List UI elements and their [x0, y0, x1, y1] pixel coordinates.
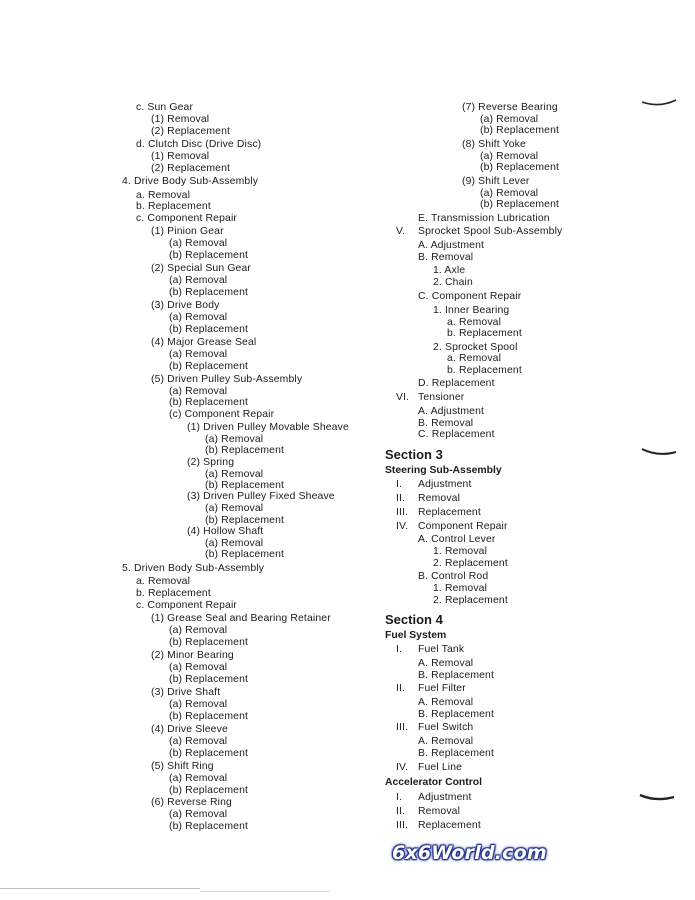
binder-mark [640, 445, 680, 459]
watermark-logo: 6x6World.com [392, 842, 547, 864]
list-item: (4) Drive Sleeve [151, 724, 228, 735]
list-item: 1. Inner Bearing [433, 305, 510, 316]
list-item: B. Removal [418, 418, 474, 429]
list-item: (b) Replacement [205, 515, 285, 526]
list-item: Replacement [418, 820, 481, 831]
list-item: (c) Component Repair [169, 409, 275, 420]
list-item: 5. Driven Body Sub-Assembly [122, 563, 265, 574]
list-item: (9) Shift Lever [462, 176, 530, 187]
list-item: (1) Removal [151, 114, 210, 125]
list-item: (b) Replacement [205, 549, 285, 560]
list-item: 1. Removal [433, 546, 488, 557]
list-item: (b) Replacement [169, 250, 249, 261]
list-item: (a) Removal [169, 238, 228, 249]
list-item: (b) Replacement [169, 711, 249, 722]
list-item: E. Transmission Lubrication [418, 213, 550, 224]
list-item: Tensioner [418, 392, 465, 403]
list-item: (a) Removal [169, 736, 228, 747]
list-item: Removal [418, 806, 461, 817]
accelerator-control-subheading: Accelerator Control [385, 777, 483, 788]
list-marker: IV. [396, 521, 409, 532]
list-item: A. Removal [418, 736, 474, 747]
list-item: (1) Pinion Gear [151, 226, 224, 237]
list-item: Fuel Filter [418, 683, 466, 694]
list-item: (b) Replacement [205, 445, 285, 456]
list-item: (a) Removal [169, 662, 228, 673]
list-item: C. Replacement [418, 429, 495, 440]
list-item: a. Removal [447, 317, 502, 328]
list-item: A. Removal [418, 697, 474, 708]
list-item: (2) Minor Bearing [151, 650, 234, 661]
fuel-system-subheading: Fuel System [385, 630, 447, 641]
list-item: c. Sun Gear [136, 102, 194, 113]
list-item: (a) Removal [169, 809, 228, 820]
list-item: (b) Replacement [205, 480, 285, 491]
list-item: B. Replacement [418, 670, 495, 681]
list-item: (3) Drive Shaft [151, 687, 221, 698]
list-item: b. Replacement [136, 201, 211, 212]
list-item: Replacement [418, 507, 481, 518]
list-item: (a) Removal [169, 699, 228, 710]
list-item: 4. Drive Body Sub-Assembly [122, 176, 259, 187]
list-item: (5) Driven Pulley Sub-Assembly [151, 374, 303, 385]
steering-subheading: Steering Sub-Assembly [385, 465, 502, 476]
list-item: (b) Replacement [169, 397, 249, 408]
list-item: (a) Removal [169, 386, 228, 397]
list-item: Sprocket Spool Sub-Assembly [418, 226, 563, 237]
section-4-heading: Section 4 [385, 612, 443, 627]
list-item: (b) Replacement [169, 361, 249, 372]
list-marker: VI. [396, 392, 410, 403]
list-item: B. Replacement [418, 709, 495, 720]
list-item: 1. Axle [433, 265, 466, 276]
list-item: (b) Replacement [480, 125, 560, 136]
list-item: (a) Removal [169, 773, 228, 784]
list-marker: II. [396, 493, 406, 504]
list-item: (4) Major Grease Seal [151, 337, 257, 348]
list-item: (a) Removal [480, 188, 539, 199]
list-item: B. Removal [418, 252, 474, 263]
list-item: 2. Replacement [433, 595, 508, 606]
list-item: a. Removal [136, 190, 191, 201]
list-item: b. Replacement [447, 365, 522, 376]
list-marker: II. [396, 683, 406, 694]
list-item: A. Removal [418, 658, 474, 669]
list-item: (1) Removal [151, 151, 210, 162]
list-item: (b) Replacement [169, 748, 249, 759]
list-item: (a) Removal [205, 503, 264, 514]
list-item: (6) Reverse Ring [151, 797, 232, 808]
list-marker: III. [396, 722, 409, 733]
list-marker: V. [396, 226, 406, 237]
list-item: (a) Removal [169, 349, 228, 360]
list-item: (4) Hollow Shaft [187, 526, 264, 537]
list-item: (a) Removal [480, 151, 539, 162]
list-item: b. Replacement [136, 588, 211, 599]
list-item: D. Replacement [418, 378, 495, 389]
list-item: (a) Removal [205, 538, 264, 549]
list-item: a. Removal [447, 353, 502, 364]
list-item: d. Clutch Disc (Drive Disc) [136, 139, 262, 150]
scan-edge [0, 888, 200, 889]
list-item: A. Adjustment [418, 406, 485, 417]
list-item: 2. Chain [433, 277, 473, 288]
list-item: (2) Special Sun Gear [151, 263, 252, 274]
list-item: (a) Removal [169, 275, 228, 286]
list-item: b. Replacement [447, 328, 522, 339]
list-item: (a) Removal [205, 434, 264, 445]
list-marker: II. [396, 806, 406, 817]
list-item: (2) Replacement [151, 126, 231, 137]
list-item: 2. Sprocket Spool [433, 342, 518, 353]
list-item: Fuel Switch [418, 722, 474, 733]
list-item: 1. Removal [433, 583, 488, 594]
list-item: (b) Replacement [169, 674, 249, 685]
list-item: B. Control Rod [418, 571, 489, 582]
list-item: (1) Grease Seal and Bearing Retainer [151, 613, 331, 624]
binder-mark [640, 96, 680, 110]
list-item: (8) Shift Yoke [462, 139, 526, 150]
list-item: 2. Replacement [433, 558, 508, 569]
list-item: A. Control Lever [418, 534, 496, 545]
list-item: (a) Removal [169, 312, 228, 323]
list-marker: I. [396, 792, 403, 803]
list-item: (b) Replacement [169, 785, 249, 796]
list-item: (b) Replacement [169, 324, 249, 335]
list-item: Removal [418, 493, 461, 504]
list-item: (a) Removal [480, 114, 539, 125]
list-item: (2) Spring [187, 457, 235, 468]
list-item: (3) Drive Body [151, 300, 220, 311]
list-item: (b) Replacement [480, 162, 560, 173]
list-item: a. Removal [136, 576, 191, 587]
list-item: (5) Shift Ring [151, 761, 214, 772]
list-item: (b) Replacement [169, 637, 249, 648]
list-marker: I. [396, 644, 403, 655]
list-item: (2) Replacement [151, 163, 231, 174]
list-item: (b) Replacement [169, 821, 249, 832]
list-item: C. Component Repair [418, 291, 522, 302]
list-item: c. Component Repair [136, 213, 238, 224]
list-item: (b) Replacement [169, 287, 249, 298]
list-item: B. Replacement [418, 748, 495, 759]
list-item: (1) Driven Pulley Movable Sheave [187, 422, 349, 433]
list-item: (a) Removal [169, 625, 228, 636]
list-item: c. Component Repair [136, 600, 238, 611]
list-item: Fuel Tank [418, 644, 465, 655]
list-item: (3) Driven Pulley Fixed Sheave [187, 491, 335, 502]
list-item: (7) Reverse Bearing [462, 102, 558, 113]
list-marker: IV. [396, 762, 409, 773]
list-item: A. Adjustment [418, 240, 485, 251]
list-item: Adjustment [418, 479, 472, 490]
binder-mark [638, 790, 678, 804]
list-marker: I. [396, 479, 403, 490]
list-marker: III. [396, 507, 409, 518]
scan-edge [200, 891, 330, 892]
list-item: (b) Replacement [480, 199, 560, 210]
list-item: Fuel Line [418, 762, 463, 773]
list-item: Adjustment [418, 792, 472, 803]
list-item: (a) Removal [205, 469, 264, 480]
section-3-heading: Section 3 [385, 447, 443, 462]
list-marker: III. [396, 820, 409, 831]
list-item: Component Repair [418, 521, 508, 532]
